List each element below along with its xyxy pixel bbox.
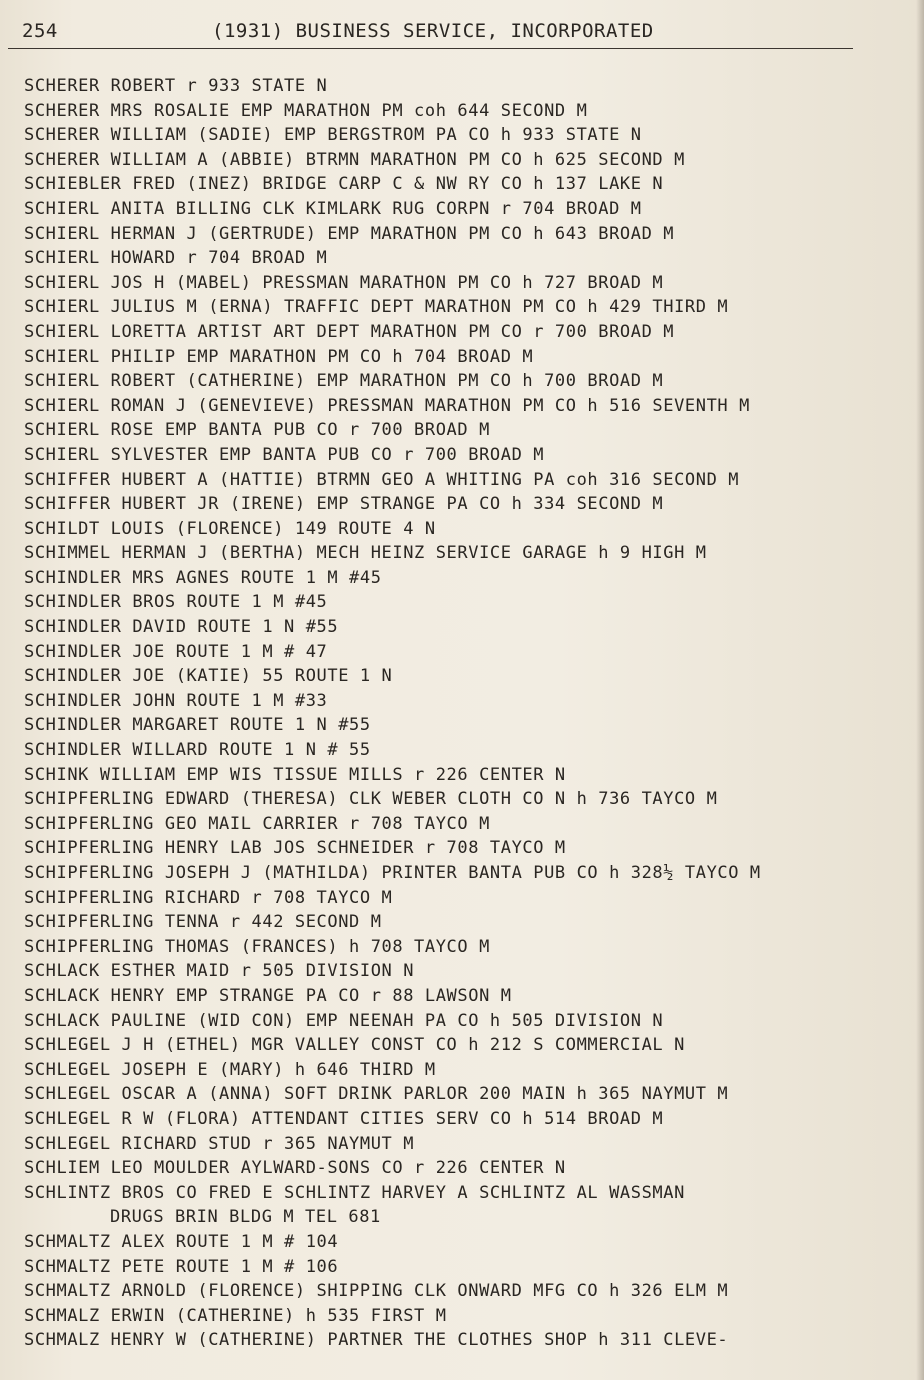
directory-entry: SCHIFFER HUBERT JR (IRENE) EMP STRANGE PA CO h 334 SECOND M bbox=[24, 494, 664, 515]
directory-entry: SCHINDLER DAVID ROUTE 1 N #55 bbox=[24, 617, 339, 638]
directory-entry: SCHIPFERLING GEO MAIL CARRIER r 708 TAYCO M bbox=[24, 813, 490, 834]
directory-entry: SCHERER WILLIAM (SADIE) EMP BERGSTROM PA CO h 933 STATE N bbox=[24, 125, 642, 146]
directory-entry: SCHINDLER MARGARET ROUTE 1 N #55 bbox=[24, 715, 371, 736]
directory-entry: SCHLACK ESTHER MAID r 505 DIVISION N bbox=[24, 961, 415, 982]
directory-entry: SCHINK WILLIAM EMP WIS TISSUE MILLS r 226 CENTER N bbox=[24, 764, 566, 785]
directory-entry: SCHIPFERLING TENNA r 442 SECOND M bbox=[24, 912, 382, 933]
directory-entry: SCHINDLER JOE ROUTE 1 M # 47 bbox=[24, 641, 328, 662]
directory-entry: SCHIERL ANITA BILLING CLK KIMLARK RUG CORPN r 704 BROAD M bbox=[24, 198, 642, 219]
directory-entry: SCHERER WILLIAM A (ABBIE) BTRMN MARATHON PM CO h 625 SECOND M bbox=[24, 149, 685, 170]
directory-entry: SCHLIEM LEO MOULDER AYLWARD-SONS CO r 226 CENTER N bbox=[24, 1158, 566, 1179]
directory-entry: SCHLACK HENRY EMP STRANGE PA CO r 88 LAWSON M bbox=[24, 985, 512, 1006]
page-number: 254 bbox=[22, 20, 58, 42]
directory-entry: SCHERER MRS ROSALIE EMP MARATHON PM coh 644 SECOND M bbox=[24, 100, 588, 121]
directory-entry: SCHINDLER JOHN ROUTE 1 M #33 bbox=[24, 690, 328, 711]
directory-entry: SCHINDLER MRS AGNES ROUTE 1 M #45 bbox=[24, 567, 382, 588]
running-title: (1931) BUSINESS SERVICE, INCORPORATED bbox=[212, 20, 654, 42]
directory-entry: SCHIPFERLING EDWARD (THERESA) CLK WEBER CLOTH CO N h 736 TAYCO M bbox=[24, 789, 718, 810]
directory-listing bbox=[24, 74, 924, 1353]
directory-entry: SCHIERL ROBERT (CATHERINE) EMP MARATHON PM CO h 700 BROAD M bbox=[24, 371, 664, 392]
directory-entry: SCHMALTZ ALEX ROUTE 1 M # 104 bbox=[24, 1231, 339, 1252]
directory-entry: SCHMALZ ERWIN (CATHERINE) h 535 FIRST M bbox=[24, 1305, 447, 1326]
directory-entry: SCHIERL HOWARD r 704 BROAD M bbox=[24, 248, 328, 269]
directory-entry: SCHIPFERLING JOSEPH J (MATHILDA) PRINTER BANTA PUB CO h 328½ TAYCO M bbox=[24, 863, 761, 883]
directory-entry: SCHIMMEL HERMAN J (BERTHA) MECH HEINZ SERVICE GARAGE h 9 HIGH M bbox=[24, 543, 707, 564]
directory-entry: SCHLEGEL R W (FLORA) ATTENDANT CITIES SERV CO h 514 BROAD M bbox=[24, 1108, 664, 1129]
directory-entry: SCHMALTZ PETE ROUTE 1 M # 106 bbox=[24, 1256, 339, 1277]
directory-entry: SCHIERL ROMAN J (GENEVIEVE) PRESSMAN MARATHON PM CO h 516 SEVENTH M bbox=[24, 395, 750, 416]
directory-entry: SCHLEGEL JOSEPH E (MARY) h 646 THIRD M bbox=[24, 1059, 436, 1080]
directory-entry: SCHILDT LOUIS (FLORENCE) 149 ROUTE 4 N bbox=[24, 518, 436, 539]
directory-entry: SCHLEGEL J H (ETHEL) MGR VALLEY CONST CO h 212 S COMMERCIAL N bbox=[24, 1035, 685, 1056]
directory-entry: SCHMALTZ ARNOLD (FLORENCE) SHIPPING CLK ONWARD MFG CO h 326 ELM M bbox=[24, 1281, 729, 1302]
directory-entry: SCHIPFERLING RICHARD r 708 TAYCO M bbox=[24, 887, 393, 908]
directory-entry: SCHLEGEL RICHARD STUD r 365 NAYMUT M bbox=[24, 1133, 415, 1154]
directory-entry: SCHLACK PAULINE (WID CON) EMP NEENAH PA CO h 505 DIVISION N bbox=[24, 1010, 664, 1031]
directory-entry-continuation: DRUGS BRIN BLDG M TEL 681 bbox=[110, 1207, 381, 1228]
directory-entry: SCHIERL SYLVESTER EMP BANTA PUB CO r 700 BROAD M bbox=[24, 444, 545, 465]
directory-entry: SCHLEGEL OSCAR A (ANNA) SOFT DRINK PARLOR 200 MAIN h 365 NAYMUT M bbox=[24, 1084, 729, 1105]
directory-entry: SCHIERL LORETTA ARTIST ART DEPT MARATHON PM CO r 700 BROAD M bbox=[24, 321, 675, 342]
directory-entry: SCHIPFERLING THOMAS (FRANCES) h 708 TAYCO M bbox=[24, 936, 490, 957]
directory-entry: SCHINDLER JOE (KATIE) 55 ROUTE 1 N bbox=[24, 666, 393, 687]
directory-entry: SCHIPFERLING HENRY LAB JOS SCHNEIDER r 708 TAYCO M bbox=[24, 838, 566, 859]
directory-entry: SCHINDLER BROS ROUTE 1 M #45 bbox=[24, 592, 328, 613]
directory-entry: SCHMALZ HENRY W (CATHERINE) PARTNER THE CLOTHES SHOP h 311 CLEVE- bbox=[24, 1330, 729, 1351]
header-rule bbox=[8, 48, 853, 49]
directory-entry: SCHIFFER HUBERT A (HATTIE) BTRMN GEO A WHITING PA coh 316 SECOND M bbox=[24, 469, 740, 490]
directory-entry: SCHIEBLER FRED (INEZ) BRIDGE CARP C & NW RY CO h 137 LAKE N bbox=[24, 174, 664, 195]
directory-entry: SCHIERL JOS H (MABEL) PRESSMAN MARATHON PM CO h 727 BROAD M bbox=[24, 272, 664, 293]
page-header bbox=[22, 20, 842, 48]
directory-entry: SCHIERL JULIUS M (ERNA) TRAFFIC DEPT MARATHON PM CO h 429 THIRD M bbox=[24, 297, 729, 318]
directory-entry: SCHIERL HERMAN J (GERTRUDE) EMP MARATHON PM CO h 643 BROAD M bbox=[24, 223, 675, 244]
directory-entry: SCHIERL ROSE EMP BANTA PUB CO r 700 BROAD M bbox=[24, 420, 490, 441]
directory-entry: SCHINDLER WILLARD ROUTE 1 N # 55 bbox=[24, 740, 371, 761]
directory-entry: SCHLINTZ BROS CO FRED E SCHLINTZ HARVEY A SCHLINTZ AL WASSMAN bbox=[24, 1182, 685, 1203]
page-edge-shadow bbox=[916, 0, 924, 1380]
directory-entry: SCHIERL PHILIP EMP MARATHON PM CO h 704 BROAD M bbox=[24, 346, 534, 367]
directory-entry: SCHERER ROBERT r 933 STATE N bbox=[24, 76, 328, 96]
